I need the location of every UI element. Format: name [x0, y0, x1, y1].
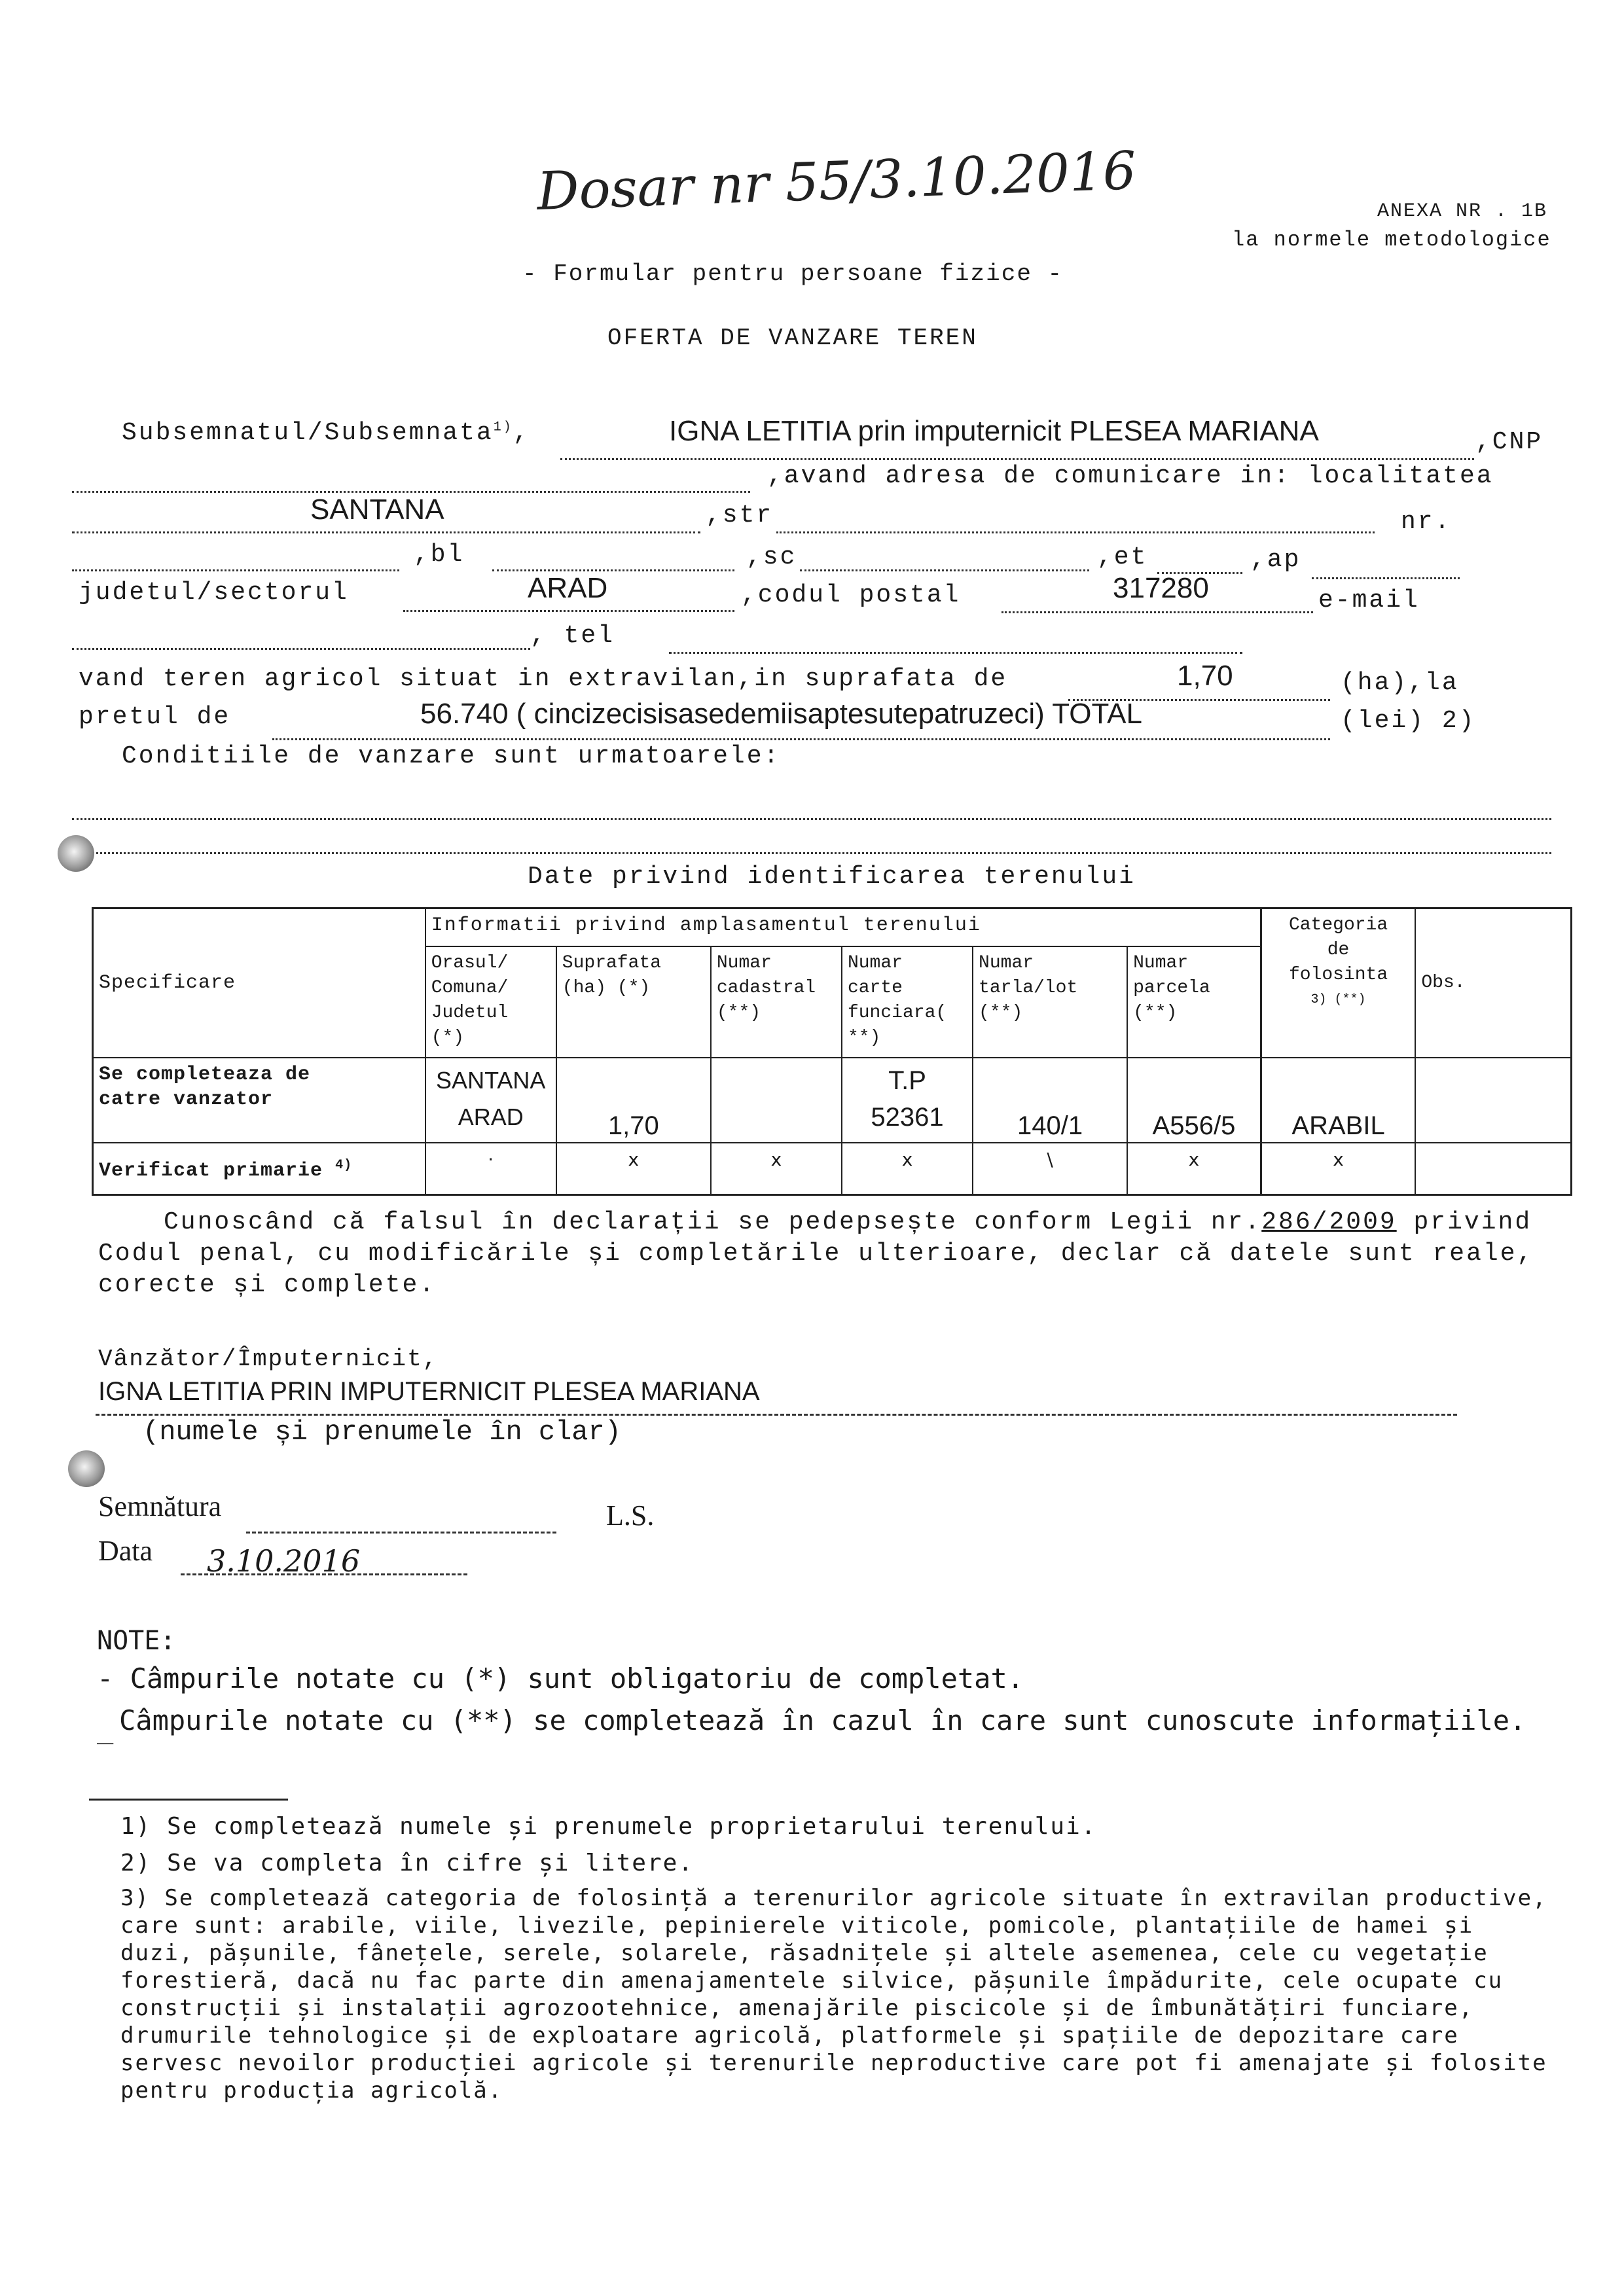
area-sentence: vand teren agricol situat in extravilan,in suprafata de [79, 665, 1008, 693]
area-unit: (ha),la [1341, 669, 1459, 697]
street-label: ,str [706, 501, 774, 529]
note-1: - Câmpurile notate cu (*) sunt obligatoriu de completat. [97, 1662, 1024, 1695]
footnote-3-line: servesc nevoilor producției agricole și terenurile neproductive care pot fi amenajate și folosite [120, 2050, 1547, 2076]
name-caption: (numele și prenumele în clar) [143, 1416, 621, 1448]
et-label: ,et [1097, 543, 1148, 571]
cell-category: ARABIL [1261, 1058, 1415, 1143]
verification-row-label: Verificat primarie $^{4)}$ [93, 1143, 425, 1195]
footnote-2: 2) Se va completa în cifre și litere. [120, 1850, 694, 1876]
seller-name: IGNA LETITIA prin imputernicit PLESEA MARIANA [669, 415, 1319, 447]
check-mark: x [556, 1143, 711, 1195]
date-value: 3.10.2016 [207, 1543, 361, 1579]
ap-label: ,ap [1250, 546, 1301, 574]
phone-label: , tel [530, 622, 615, 650]
seller-name-line [96, 1414, 1457, 1416]
footnote-1: 1) Se completează numele și prenumele proprietarului terenului. [120, 1813, 1097, 1840]
postal-code-line [1001, 611, 1313, 613]
note-2: Câmpurile notate cu (**) se completează în cazul în care sunt cunoscute informațiile. [119, 1704, 1526, 1736]
check-mark: x [1261, 1143, 1415, 1195]
cell-parcel: A556/5 [1127, 1058, 1261, 1143]
postal-code-label: ,codul postal [741, 581, 961, 609]
check-mark: \ [973, 1143, 1127, 1195]
declaration-line-2: Codul penal, cu modificările și completările ulterioare, declar că datele sunt reale, [98, 1240, 1534, 1268]
email-label: e-mail [1318, 586, 1420, 615]
locality-line [72, 531, 700, 533]
land-book-header: Numar carte funciara( **) [842, 946, 973, 1058]
declaration-line-1: Cunoscând că falsul în declarații se pedepsește conform Legii nr.286/2009 privind [164, 1208, 1532, 1236]
land-identification-table [92, 907, 1572, 1196]
cell-locality: SANTANA ARAD [425, 1058, 556, 1143]
seal-label: L.S. [606, 1499, 655, 1532]
bl-line-before [72, 569, 399, 571]
cell-obs [1415, 1058, 1571, 1143]
declaration-line-3: corecte și complete. [98, 1271, 437, 1299]
cnp-line [72, 491, 750, 493]
cnp-label: ,CNP [1475, 428, 1543, 456]
area-value: 1,70 [1177, 660, 1233, 692]
punch-hole-top [58, 835, 94, 872]
seller-signature-label: Vânzător/Împuternicit, [98, 1346, 439, 1372]
tarla-header: Numar tarla/lot (**) [973, 946, 1127, 1058]
annex-number: ANEXA NR . 1B [1377, 200, 1548, 223]
check-mark: · [425, 1143, 556, 1195]
ap-line [1312, 577, 1460, 579]
check-mark: x [1127, 1143, 1261, 1195]
check-mark: x [842, 1143, 973, 1195]
seller-signature-name: IGNA LETITIA PRIN IMPUTERNICIT PLESEA MARIANA [98, 1377, 760, 1406]
area-header: Suprafata (ha) (*) [556, 946, 711, 1058]
footnote-3-line: care sunt: arabile, viile, livezile, pepinierele viticole, pomicole, plantațiile de hamei și [120, 1912, 1474, 1939]
county-line [403, 610, 734, 612]
sc-label: ,sc [746, 543, 797, 571]
sc-line [800, 569, 1089, 571]
street-line [776, 531, 1375, 533]
cell-cadastral [711, 1058, 842, 1143]
footnote-3-line: construcții și instalații agrozootehnice, amenajările piscicole și de îmbunătățiri funciare, [120, 1995, 1474, 2021]
document-title: OFERTA DE VANZARE TEREN [607, 325, 978, 351]
footnote-3-line: forestieră, dacă nu fac parte din amenajamentele silvice, pășunile împădurite, cele ocupate cu [120, 1967, 1504, 1994]
seller-name-line [560, 458, 1474, 460]
locality-value: SANTANA [310, 493, 444, 526]
footnote-3-line: drumurile tehnologice și de exploatare agricolă, platformele și spațiile de depozitare care [120, 2022, 1459, 2049]
footnote-3-line: duzi, pășunile, fânețele, serele, solarele, răsadnițele și altele asemenea, cele cu vegetație [120, 1940, 1489, 1966]
seller-row [93, 1058, 1572, 1143]
cell-area: 1,70 [556, 1058, 711, 1143]
table-caption: Date privind identificarea terenului [528, 863, 1136, 891]
footnote-3-line: pentru producția agricolă. [120, 2077, 503, 2104]
price-label: pretul de [79, 703, 231, 731]
specificare-header: Specificare [93, 908, 425, 1058]
address-label: ,avand adresa de comunicare in: localitatea [767, 462, 1494, 490]
seller-row-label: Se completeaza de catre vanzator [93, 1058, 425, 1143]
conditions-line-2 [85, 852, 1551, 854]
obs-header: Obs. [1415, 908, 1571, 1058]
check-mark: x [711, 1143, 842, 1195]
price-value: 56.740 ( cincizecisisasedemiisaptesutepatruzeci) TOTAL [420, 698, 1142, 730]
verification-row [93, 1143, 1572, 1195]
signature-line [246, 1532, 556, 1534]
conditions-label: Conditiile de vanzare sunt urmatoarele: [122, 742, 781, 770]
phone-line [669, 652, 1242, 654]
email-line [72, 648, 530, 650]
note-2-dash: _ [97, 1712, 114, 1744]
conditions-line-1 [72, 818, 1551, 820]
county-value: ARAD [528, 572, 608, 604]
price-unit: (lei) 2) [1341, 707, 1476, 735]
bl-line [492, 569, 734, 571]
footnote-3: 3) Se completează categoria de folosință a terenurilor agricole situate în extravilan productive, [120, 1885, 1547, 1911]
verification-obs [1415, 1143, 1571, 1195]
form-type: - Formular pentru persoane fizice - [522, 260, 1064, 287]
footnote-separator [89, 1799, 288, 1801]
seller-label: Subsemnatul/Subsemnata$^{1)}$, [122, 419, 530, 447]
location-group-header: Informatii privind amplasamentul terenului [425, 908, 1261, 946]
cell-tarla: 140/1 [973, 1058, 1127, 1143]
annex-subtitle: la normele metodologice [1232, 228, 1551, 252]
notes-title: NOTE: [97, 1626, 176, 1656]
postal-code-value: 317280 [1113, 572, 1209, 604]
punch-hole-bottom [68, 1450, 105, 1487]
date-label: Data [98, 1535, 153, 1567]
cadastral-header: Numar cadastral (**) [711, 946, 842, 1058]
handwritten-file-number: Dosar nr 55/3.10.2016 [535, 140, 1138, 222]
nr-label: nr. [1401, 508, 1452, 536]
category-header: Categoria de folosinta 3) (**) [1261, 908, 1415, 1058]
bl-label: ,bl [414, 541, 465, 569]
county-label: judetul/sectorul [79, 579, 349, 607]
price-line [272, 738, 1330, 740]
signature-label: Semnătura [98, 1490, 222, 1522]
parcel-header: Numar parcela (**) [1127, 946, 1261, 1058]
cell-land-book: T.P 52361 [842, 1058, 973, 1143]
locality-header: Orasul/ Comuna/ Judetul (*) [425, 946, 556, 1058]
